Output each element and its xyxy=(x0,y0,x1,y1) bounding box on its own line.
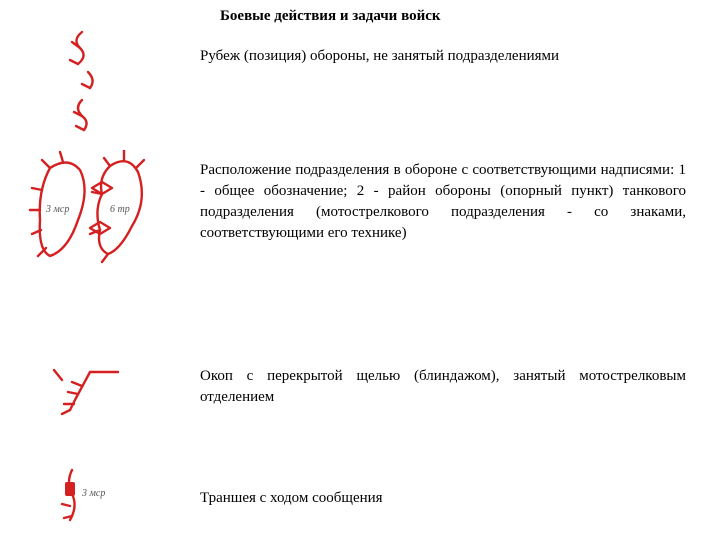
description-unit-location: Расположение подразделения в обороне с соответствующими надписями: 1 - общее обозначение; 2 - район обороны (опорный пункт) танкового подразделения (мотострелкового подразделения - со знаками, соответствующими его технике) xyxy=(200,162,686,241)
description-covered-trench: Окоп с перекрытой щелью (блиндажом), занятый мотострелковым отделением xyxy=(200,368,686,405)
trench-with-passage-symbol xyxy=(52,466,132,526)
page-title: Боевые действия и задачи войск xyxy=(220,8,441,24)
unit-label-tank: 6 тр xyxy=(110,204,130,215)
trench-unit-label: 3 мср xyxy=(82,488,106,499)
description-unoccupied-line: Рубеж (позиция) обороны, не занятый подразделениями xyxy=(200,48,560,64)
covered-trench-symbol xyxy=(46,358,126,418)
unoccupied-defense-line-symbol xyxy=(60,28,110,138)
description-trench-passage: Траншея с ходом сообщения xyxy=(200,490,383,506)
unit-defense-area-symbol xyxy=(28,150,158,270)
unit-label-motor-rifle: 3 мср xyxy=(46,204,70,215)
